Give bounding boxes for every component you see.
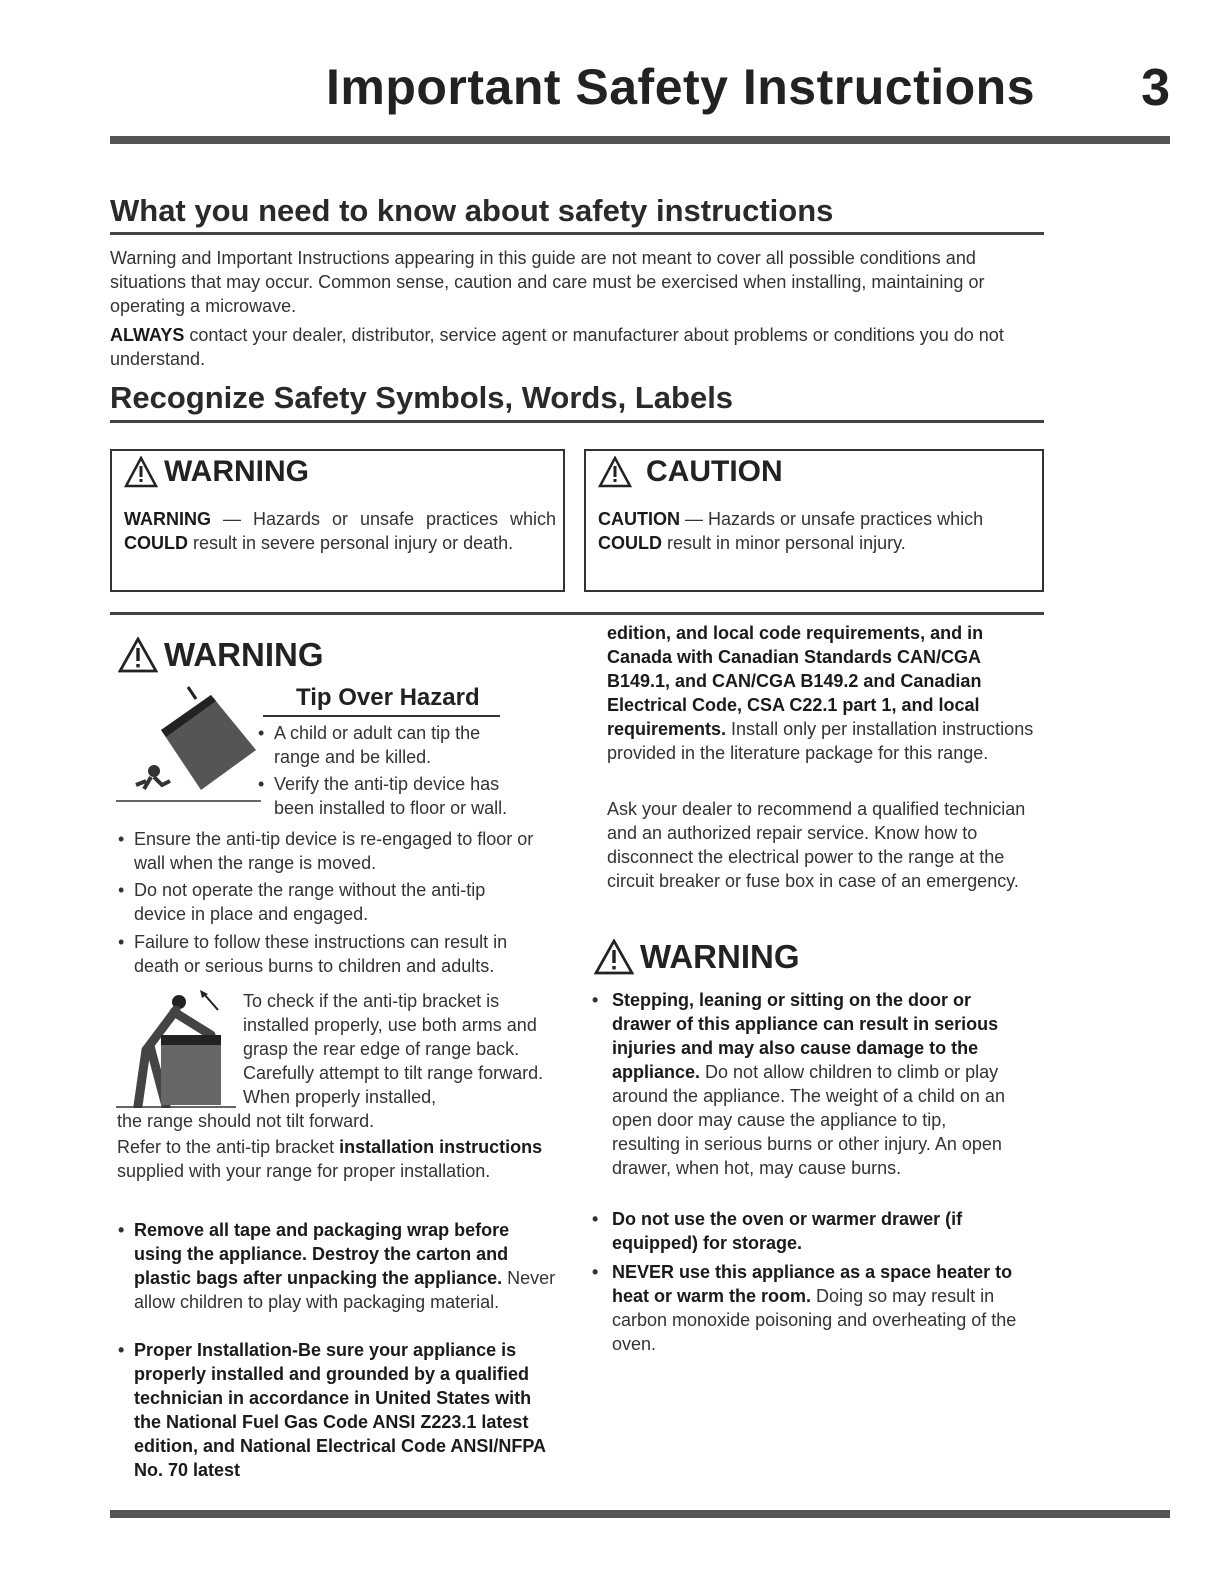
installation-continued [607, 621, 1037, 765]
tip-warning-title [118, 636, 324, 674]
tip-warning-text: WARNING [164, 636, 324, 673]
refer-bold: installation instructions [339, 1137, 543, 1157]
tip-over-heading: Tip Over Hazard [296, 684, 480, 711]
warning-box-title-text: WARNING [164, 455, 309, 488]
ask-dealer-paragraph: Ask your dealer to recommend a qualified technician and an authorized repair service. Know how to disconnect the electrical power to the range at the circuit breaker or fuse box in case of an emergency. [607, 799, 1026, 891]
section-heading-know: What you need to know about safety instructions [110, 193, 834, 228]
proper-bold: Proper Installation-Be sure your appliance is properly installed and grounded by a qualified technician in accordance in United States with the National Fuel Gas Code ANSI Z223.1 latest edition, and National Electrical Code ANSI/NFPA No. 70 latest [134, 1340, 546, 1480]
stepping-rest: Do not allow children to climb or play around the appliance. The weight of a child on an open door may cause the appliance to tip, resulting in serious burns or other injury. An open drawer, when hot, may cause burns. [612, 1062, 1005, 1178]
antitip-bullet-3-text: Failure to follow these instructions can result in death or serious burns to children and adults. [134, 932, 508, 976]
refer-paragraph [117, 1135, 557, 1183]
check-bracket-text: To check if the anti-tip bracket is installed properly, use both arms and grasp the rear edge of range back. Carefully attempt to tilt range forward. When properly installed, [243, 991, 544, 1107]
warning-box-title [124, 455, 309, 489]
stepping-warning-text: WARNING [640, 938, 800, 975]
section-heading-symbols: Recognize Safety Symbols, Words, Labels [110, 380, 734, 415]
caution-could: COULD [598, 533, 662, 553]
cont-bold: edition, and local code requirements, and in Canada with Canadian Standards CAN/CGA B149.1, and CAN/CGA B149.2 and Canadian Electrical Code, CSA C22.1 part 1, and local requirements. [607, 623, 984, 739]
warning-triangle-icon [124, 456, 158, 488]
section-rule [110, 420, 1044, 423]
stepping-warning-title [594, 938, 800, 976]
check-bracket-illustration [116, 990, 236, 1108]
warning-triangle-icon [594, 939, 634, 975]
section-rule [110, 232, 1044, 235]
warning-definition-box [110, 449, 565, 592]
always-label: ALWAYS [110, 325, 185, 345]
caution-definition-box [584, 449, 1044, 592]
cont-rest: Install only per installation instructions provided in the literature package for this range. [607, 719, 1034, 763]
check-bracket-text-tail: the range should not tilt forward. [117, 1111, 375, 1131]
section-divider [110, 612, 1044, 615]
warning-triangle-icon [118, 637, 158, 673]
remove-rest: Never allow children to play with packaging material. [134, 1268, 556, 1312]
stepping-bold: Stepping, leaning or sitting on the door or drawer of this appliance can result in serious injuries and may also cause damage to the appliance. [612, 990, 999, 1082]
heater-bold: NEVER use this appliance as a space heater to heat or warm the room. [612, 1262, 1013, 1306]
refer-a: Refer to the anti-tip bracket [117, 1137, 340, 1157]
refer-b: supplied with your range for proper installation. [117, 1161, 491, 1181]
warning-t1: — Hazards or unsafe practices which [211, 509, 556, 529]
caution-box-title-text: CAUTION [646, 455, 783, 488]
caution-t2: result in minor personal injury. [662, 533, 906, 553]
always-text: contact your dealer, distributor, service agent or manufacturer about problems or conditions you do not understand. [110, 325, 1004, 369]
tip-bullet-1-text: A child or adult can tip the range and be killed. [274, 723, 481, 767]
storage-bold: Do not use the oven or warmer drawer (if equipped) for storage. [612, 1209, 963, 1253]
tip-over-range-illustration [116, 685, 261, 803]
page-number: 3 [1141, 59, 1170, 117]
antitip-bullet-2-text: Do not operate the range without the anti-tip device in place and engaged. [134, 880, 486, 924]
heater-rest: Doing so may result in carbon monoxide poisoning and overheating of the oven. [612, 1286, 1017, 1354]
page-header [0, 58, 1225, 118]
warning-lead: WARNING [124, 509, 211, 529]
footer-rule [110, 1510, 1170, 1518]
caution-box-text [598, 507, 1034, 555]
tip-bullet-2-text: Verify the anti-tip device has been installed to floor or wall. [274, 774, 508, 818]
warning-triangle-icon [598, 456, 632, 488]
warning-box-text [124, 507, 556, 555]
tip-over-rule [263, 715, 500, 717]
caution-lead: CAUTION [598, 509, 680, 529]
warning-could: COULD [124, 533, 188, 553]
intro-paragraph: Warning and Important Instructions appearing in this guide are not meant to cover all possible conditions and situations that may occur. Common sense, caution and care must be exercised when installing, maintaining or operating a microwave. [110, 248, 985, 316]
warning-t2: result in severe personal injury or death. [188, 533, 514, 553]
caution-box-title [598, 455, 783, 489]
caution-t1: — Hazards or unsafe practices which [680, 509, 984, 529]
page-title: Important Safety Instructions [325, 59, 1035, 115]
header-rule [110, 136, 1170, 144]
remove-bold: Remove all tape and packaging wrap before using the appliance. Destroy the carton and plastic bags after unpacking the appliance. [134, 1220, 510, 1288]
antitip-bullet-1-text: Ensure the anti-tip device is re-engaged to floor or wall when the range is moved. [134, 829, 534, 873]
always-paragraph [110, 323, 1045, 371]
